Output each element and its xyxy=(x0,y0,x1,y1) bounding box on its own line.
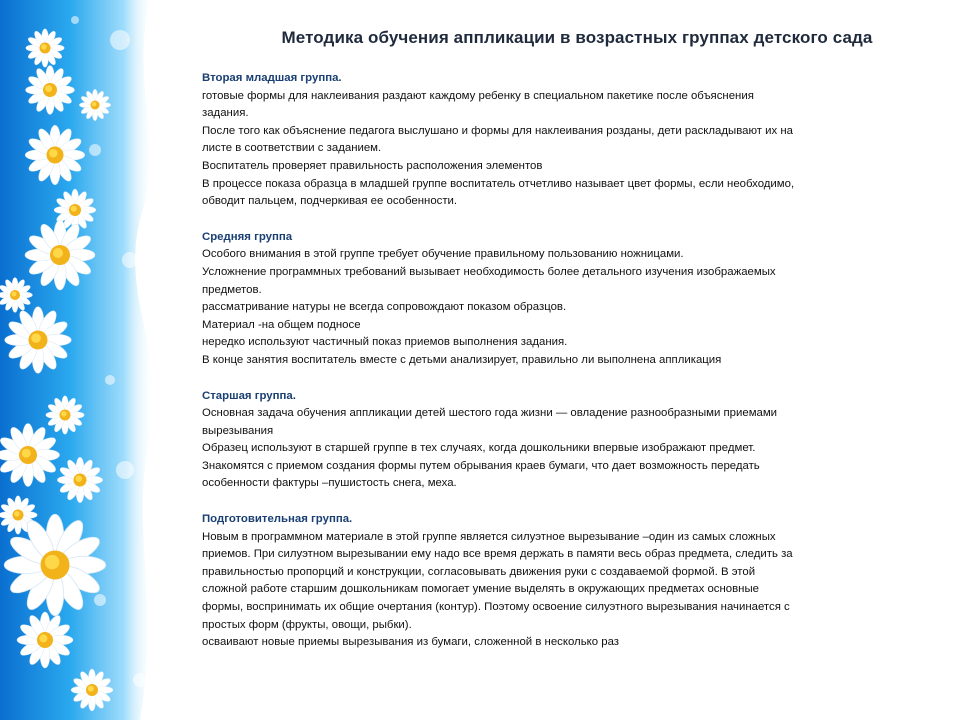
paragraph-line: простых форм (фрукты, овощи, рыбки). xyxy=(202,618,412,631)
section-heading: Средняя группа xyxy=(202,230,293,243)
page-title: Методика обучения аппликации в возрастных группах детского сада xyxy=(281,28,873,47)
paragraph-line: вырезывания xyxy=(202,424,274,437)
paragraph-line: предметов. xyxy=(202,283,262,296)
paragraph-line: Материал -на общем подносе xyxy=(202,318,361,331)
paragraph-line: Усложнение программных требований вызывает необходимость более детального изучения изображаемых xyxy=(202,265,776,278)
paragraph-line: обводит пальцем, подчеркивая ее особенности. xyxy=(202,195,458,208)
section-heading: Старшая группа. xyxy=(202,389,296,402)
paragraph-line: нередко используют частичный показ приемов выполнения задания. xyxy=(202,336,568,349)
paragraph-line: Основная задача обучения аппликации детей шестого года жизни — овладение разнообразными приемами xyxy=(202,407,778,420)
paragraph-line: сложной работе старшим дошкольникам помогает умение выделять в окружающих предметах основные xyxy=(202,583,759,596)
paragraph-line: формы, воспринимать их общие очертания (контур). Поэтому освоение силуэтного вырезывания начинается с xyxy=(202,601,790,614)
paragraph-line: В конце занятия воспитатель вместе с детьми анализирует, правильно ли выполнена аппликация xyxy=(202,353,722,366)
document-body xyxy=(202,28,922,670)
section-younger-group xyxy=(202,70,922,211)
paragraph-line: особенности фактуры –пушистость снега, меха. xyxy=(202,477,457,490)
chamomile-border-art xyxy=(0,0,200,720)
paragraph-line: готовые формы для наклеивания раздают каждому ребенку в специальном пакетике после объяснения xyxy=(202,89,754,102)
section-middle-group xyxy=(202,229,922,370)
section-senior-group xyxy=(202,388,922,494)
paragraph-line: осваивают новые приемы вырезывания из бумаги, сложенной в несколько раз xyxy=(202,636,620,649)
paragraph-line: приемов. При силуэтном вырезывании ему надо все время держать в памяти весь образ предмета, следить за xyxy=(202,548,793,561)
paragraph-line: В процессе показа образца в младшей группе воспитатель отчетливо называет цвет формы, если необходимо, xyxy=(202,177,795,190)
paragraph-line: правильностью пропорций и конструкции, согласовывать движения руки с создаваемой формой. В этой xyxy=(202,565,756,578)
chamomile-border xyxy=(0,0,200,720)
section-preparatory-group xyxy=(202,511,922,652)
paragraph-line: Знакомятся с приемом создания формы путем обрывания краев бумаги, что дает возможность передать xyxy=(202,459,760,472)
paragraph-line: Особого внимания в этой группе требует обучение правильному пользованию ножницами. xyxy=(202,248,684,261)
paragraph-line: После того как объяснение педагога выслушано и формы для наклеивания розданы, дети раскладывают их на xyxy=(202,124,793,137)
section-heading: Вторая младшая группа. xyxy=(202,72,342,84)
paragraph-line: рассматривание натуры не всегда сопровождают показом образцов. xyxy=(202,301,567,314)
paragraph-line: Воспитатель проверяет правильность расположения элементов xyxy=(202,159,543,172)
paragraph-line: Новым в программном материале в этой группе является силуэтное вырезывание –один из самых сложных xyxy=(202,530,776,543)
paragraph-line: листе в соответствии с заданием. xyxy=(202,142,382,155)
paragraph-line: Образец используют в старшей группе в тех случаях, когда дошкольники впервые изображают предмет. xyxy=(202,442,756,455)
paragraph-line: задания. xyxy=(202,107,249,120)
section-heading: Подготовительная группа. xyxy=(202,513,353,526)
